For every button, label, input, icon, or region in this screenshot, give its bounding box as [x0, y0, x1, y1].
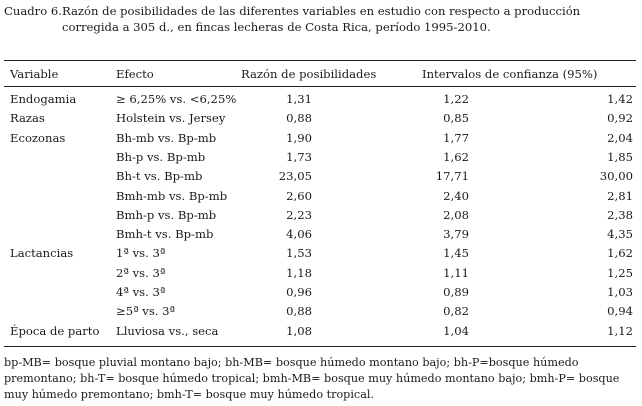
cell-ic-high: 0,94 [607, 304, 633, 319]
cell-variable: Época de parto [10, 323, 100, 338]
cell-variable: Endogamia [10, 92, 77, 106]
header-razon: Razón de posibilidades [241, 67, 377, 81]
cell-ic-low: 0,85 [443, 111, 469, 126]
cell-ic-high: 2,81 [607, 188, 633, 203]
cell-ic-low: 1,45 [443, 246, 469, 261]
cell-ic-high: 2,38 [607, 207, 633, 222]
caption-label: Cuadro 6. [4, 4, 62, 18]
header-intervalos: Intervalos de confianza (95%) [422, 67, 598, 81]
cell-variable: Lactancias [10, 246, 74, 261]
cell-razon: 1,53 [286, 246, 312, 261]
cell-efecto: Bh-mb vs. Bp-mb [116, 130, 217, 145]
cell-ic-high: 4,35 [607, 227, 633, 242]
cell-ic-low: 3,79 [443, 227, 469, 242]
cell-efecto: Bmh-mb vs. Bp-mb [116, 188, 228, 203]
cell-razon: 1,31 [286, 92, 312, 106]
cell-efecto: Bmh-p vs. Bp-mb [116, 207, 217, 222]
cell-ic-high: 2,04 [607, 130, 633, 145]
cell-efecto: 1ª vs. 3ª [116, 246, 166, 261]
header-variable: Variable [10, 67, 59, 81]
cell-ic-high: 30,00 [599, 169, 633, 184]
cell-razon: 0,88 [286, 304, 312, 319]
cell-efecto: Holstein vs. Jersey [116, 111, 226, 126]
cell-razon: 0,96 [286, 285, 312, 299]
cell-efecto: 4ª vs. 3ª [116, 285, 166, 299]
top-rule [4, 60, 636, 61]
header-efecto: Efecto [116, 67, 154, 81]
cell-ic-high: 1,85 [607, 149, 633, 164]
cell-razon: 0,88 [286, 111, 312, 126]
cell-ic-low: 2,08 [443, 207, 469, 222]
header-rule [4, 86, 636, 87]
cell-variable: Ecozonas [10, 130, 66, 145]
cell-razon: 2,23 [286, 207, 312, 222]
table-footnote: bp-MB= bosque pluvial montano bajo; bh-MB= bosque húmedo montano bajo; bh-P=bosque húmedo premontano; bh-T= bosque húmedo tropical; bmh-MB= bosque muy húmedo montano bajo; bmh-P= bosque muy húmedo premontano; bmh-T= bosque muy húmedo tropical. [4, 356, 620, 401]
cell-variable: Razas [10, 111, 45, 126]
cell-efecto: Bh-t vs. Bp-mb [116, 169, 203, 184]
cell-efecto: Bh-p vs. Bp-mb [116, 149, 206, 164]
cell-razon: 1,90 [286, 130, 312, 145]
cell-razon: 2,60 [286, 188, 312, 203]
cell-ic-high: 1,62 [607, 246, 633, 261]
cell-efecto: Bmh-t vs. Bp-mb [116, 227, 214, 242]
cell-efecto: 2ª vs. 3ª [116, 265, 166, 280]
cell-ic-high: 1,42 [607, 92, 633, 106]
bottom-rule [4, 346, 636, 347]
cell-razon: 1,18 [286, 265, 312, 280]
cell-razon: 4,06 [286, 227, 312, 242]
cell-ic-low: 0,82 [443, 304, 469, 319]
cell-ic-low: 17,71 [435, 169, 469, 184]
cell-efecto: ≥5ª vs. 3ª [116, 304, 176, 319]
cell-razon: 23,05 [278, 169, 312, 184]
cell-ic-low: 0,89 [443, 285, 469, 299]
cell-efecto: Lluviosa vs., seca [116, 323, 219, 338]
cell-razon: 1,08 [286, 323, 312, 338]
cell-ic-high: 0,92 [607, 111, 633, 126]
cell-ic-low: 1,62 [443, 149, 469, 164]
cell-ic-high: 1,03 [607, 285, 633, 299]
cell-ic-high: 1,25 [607, 265, 633, 280]
caption-text: Razón de posibilidades de las diferentes variables en estudio con respecto a producción corregida a 305 d., en fincas lecheras de Costa Rica, período 1995-2010. [62, 4, 581, 34]
cell-ic-low: 1,22 [443, 92, 469, 106]
cell-ic-low: 2,40 [443, 188, 469, 203]
cell-ic-low: 1,04 [443, 323, 469, 338]
cell-ic-low: 1,11 [443, 265, 469, 280]
cell-razon: 1,73 [286, 149, 312, 164]
cell-efecto: ≥ 6,25% vs. <6,25% [116, 92, 237, 106]
cell-ic-high: 1,12 [607, 323, 633, 338]
cell-ic-low: 1,77 [443, 130, 469, 145]
